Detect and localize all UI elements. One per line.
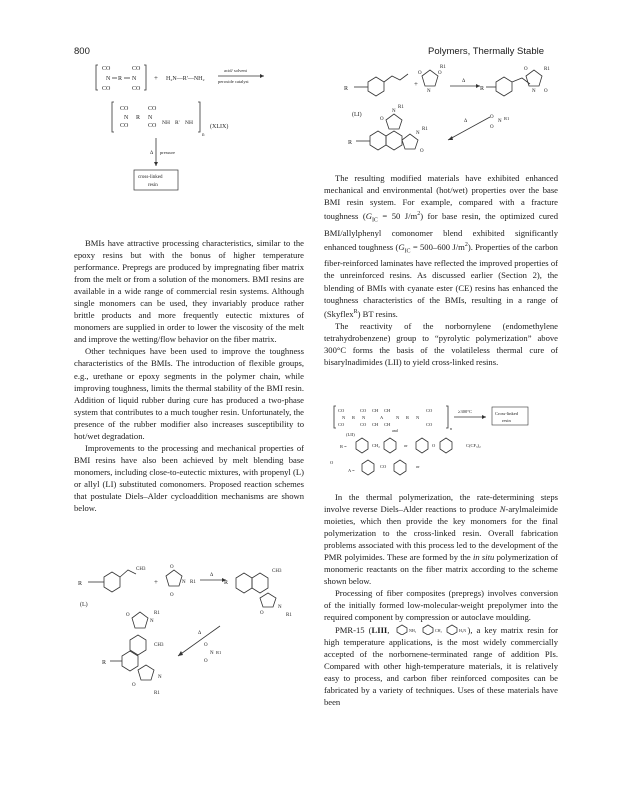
svg-text:CH: CH — [384, 422, 391, 427]
svg-text:R =: R = — [340, 444, 347, 449]
svg-text:CO: CO — [338, 408, 345, 413]
svg-text:O: O — [438, 71, 442, 76]
ene-adduct-product — [480, 67, 550, 96]
svg-text:O: O — [420, 149, 424, 154]
svg-text:A =: A = — [348, 468, 355, 473]
svg-text:CH3: CH3 — [272, 569, 282, 574]
svg-text:N: N — [182, 580, 186, 585]
svg-text:N: N — [148, 115, 153, 121]
paragraph-thermal-polymerization: In the thermal polymerization, the rate-determining steps involve reverse Diels–Alder reactions to produce N-arylmaleimide moieties, which then provide the key monomers for the final polymerization to the cross-linked resin. Overall fabrication problems associated with this process led to the development of the PMR polyimides. These are formed by the in situ polymerization of monomeric reactants on the fiber matrix according to the scheme shown below. — [324, 492, 559, 587]
svg-text:CH: CH — [372, 422, 379, 427]
paragraph-modified-materials: The resulting modified materials have exhibited enhanced mechanical and environmental (hot/wet) properties over the base BMI resin system. For example, compared with a fracture toughness ($G_{IC} = 50$ $J/m^2$) for base resin, the optimized cured BMI/allylphenyl comonomer blend exhibited significantly enhanced toughness ($G_{IC} = 500-600$ $J/m^2$). Properties of the carbon fiber-reinforced laminates have reflected the improved properties of the unreinforced resins. As discussed earlier (Section 2), the blending of BMIs with cyanate ester (CE) resins has enhanced the toughness characteristics of the BMIs, resulting in a range of (Skyflex$^R$) BT resins. — [324, 173, 558, 319]
reagent-label: acid/ solvent — [224, 68, 247, 73]
compound-label-lii: (LII) — [346, 432, 355, 437]
svg-text:CO: CO — [338, 422, 345, 427]
svg-text:N: N — [498, 119, 502, 124]
svg-text:N: N — [158, 675, 162, 680]
svg-text:CO: CO — [426, 422, 433, 427]
svg-text:pressure: pressure — [160, 150, 175, 155]
right-column-upper — [324, 172, 558, 368]
svg-text:O: O — [126, 613, 130, 618]
svg-text:R: R — [406, 415, 410, 420]
svg-text:CO: CO — [102, 86, 111, 92]
svg-text:O: O — [418, 71, 422, 76]
svg-text:CO: CO — [148, 123, 157, 129]
pmr15-inline-structure — [393, 624, 467, 635]
maleimide-reactant — [166, 565, 196, 598]
svg-text:O: O — [490, 115, 494, 120]
svg-text:R1: R1 — [216, 650, 222, 655]
bisnadimide-a-groups — [326, 456, 560, 478]
svg-text:R1: R1 — [504, 116, 510, 121]
svg-text:CH₂: CH₂ — [372, 443, 380, 448]
svg-text:n: n — [450, 426, 452, 431]
svg-text:H₂N: H₂N — [459, 627, 467, 633]
svg-text:O: O — [330, 460, 334, 465]
svg-text:O: O — [204, 643, 208, 648]
plus-sign: + — [154, 74, 158, 82]
svg-text:CH3: CH3 — [154, 643, 164, 648]
svg-text:O: O — [524, 67, 528, 72]
svg-text:R: R — [118, 76, 123, 82]
svg-text:R: R — [102, 660, 107, 666]
svg-text:NH: NH — [162, 120, 170, 126]
svg-text:O: O — [544, 89, 548, 94]
svg-text:Δ: Δ — [210, 573, 214, 578]
svg-text:N: N — [532, 89, 536, 94]
svg-text:Δ: Δ — [198, 631, 202, 636]
svg-text:or: or — [416, 464, 420, 469]
svg-text:and: and — [392, 428, 398, 433]
svg-text:R1: R1 — [422, 127, 428, 132]
compound-label-li: (LI) — [352, 112, 362, 118]
svg-text:R': R' — [175, 120, 180, 126]
svg-text:CO: CO — [120, 123, 129, 129]
svg-text:R: R — [348, 140, 353, 146]
svg-text:R: R — [352, 415, 356, 420]
svg-text:CO: CO — [360, 408, 367, 413]
svg-text:N: N — [416, 131, 420, 136]
svg-text:O: O — [432, 443, 436, 448]
svg-text:N: N — [362, 415, 366, 420]
ene-adduct-product — [224, 569, 292, 618]
svg-text:R1: R1 — [544, 67, 550, 72]
svg-text:R1: R1 — [398, 105, 404, 110]
svg-text:Δ: Δ — [462, 79, 466, 84]
diamine-formula: H₂N—R'—NH₂ — [166, 76, 205, 82]
svg-text:CH3: CH3 — [136, 567, 146, 572]
svg-text:O: O — [490, 125, 494, 130]
polyaminobismaleimide-structure — [112, 102, 205, 138]
svg-text:CH: CH — [384, 408, 391, 413]
svg-text:R: R — [480, 86, 485, 92]
catalyst-label: peroxide catalyst — [218, 79, 249, 84]
svg-text:CO: CO — [148, 106, 157, 112]
svg-text:N: N — [278, 605, 282, 610]
svg-text:Δ: Δ — [150, 151, 154, 156]
svg-text:C(CF₃)₂: C(CF₃)₂ — [466, 443, 481, 448]
paragraph-norbornylene: The reactivity of the norbornylene (endomethylene tetrahydrobenzene) group to “pyrolytic polymerization” above 300°C forms the basis of the volatileless thermal cure of bisarylnadimides (LII) to yield cross-linked resins. — [324, 320, 558, 367]
svg-text:N: N — [396, 415, 400, 420]
svg-text:CH: CH — [372, 408, 379, 413]
paragraph-toughness: Other techniques have been used to improve the toughness characteristics of the BMIs. The introduction of flexible groups, e.g., urethane or epoxy segments in the polymer chain, while improving toughness, limits the thermal stability of the BMI resin. Addition of liquid rubber during cure has produced a two-phase system that contributes to a much tougher resin. Unfortunately, the presence of the rubber modifier also increases susceptibility to hot/wet degradation. — [74, 346, 304, 441]
svg-text:cross-linked: cross-linked — [138, 175, 163, 180]
allylphenyl-reactant — [344, 74, 408, 96]
bmi-synthesis-scheme — [86, 60, 286, 220]
paragraph-improvements: Improvements to the processing and mechanical properties of BMI resins have also been achieved by melt blending base monomers, including close-to-eutectic mixtures, with propenyl (L) or allyl (LI) substituted comonomers. Proposed reaction schemes that postulate Diels–Alder cycloaddition mechanisms are shown below. — [74, 442, 304, 514]
svg-text:n: n — [202, 133, 205, 138]
svg-text:CO: CO — [360, 422, 367, 427]
svg-text:O: O — [170, 593, 174, 598]
left-column — [74, 237, 304, 514]
svg-text:N: N — [342, 415, 346, 420]
svg-text:Cross-linked: Cross-linked — [495, 411, 518, 416]
svg-text:N: N — [132, 76, 137, 82]
svg-text:CO: CO — [102, 66, 111, 72]
svg-text:O: O — [132, 683, 136, 688]
paragraph-bmi-processing: BMIs have attractive processing characteristics, similar to the epoxy resins but with the bonus of higher temperature performance. Prepregs are produced by impregnating fiber matrix from the melt or from a solution of the monomers. BMI resins are available in a wide range of commercial resin systems. Although single monomers can be used, they invariably produce rather brittle products and more frequently eutectic mixtures of monomers are supplied in order to lower the viscosity of the melt and improve the wetting/flow behavior on the fiber matrix. — [74, 238, 304, 345]
svg-text:CO: CO — [426, 408, 433, 413]
svg-text:N: N — [416, 415, 420, 420]
compound-label-l: (L) — [80, 602, 88, 608]
svg-text:R: R — [344, 86, 349, 92]
paragraph-processing-composites: Processing of fiber composites (prepregs) involves conversion of the initially formed low-molecular-weight prepolymer into the required component by compression or autoclave moulding. — [324, 588, 558, 623]
svg-text:CO: CO — [380, 464, 387, 469]
svg-text:O: O — [380, 117, 384, 122]
svg-text:O: O — [260, 611, 264, 616]
svg-text:NH: NH — [185, 120, 193, 126]
svg-text:R1: R1 — [440, 65, 446, 70]
svg-text:N: N — [124, 115, 129, 121]
svg-text:A: A — [380, 415, 384, 420]
svg-text:R1: R1 — [286, 613, 292, 618]
svg-text:N: N — [392, 109, 396, 114]
diels-alder-adduct — [102, 611, 164, 696]
bisnadimide-lii-scheme — [326, 404, 560, 458]
propenylphenyl-reactant — [78, 567, 146, 592]
propenyl-diels-alder-scheme — [74, 560, 306, 710]
svg-text:+: + — [154, 578, 158, 586]
svg-text:O: O — [170, 565, 174, 570]
svg-text:N: N — [427, 89, 431, 94]
svg-text:N: N — [150, 619, 154, 624]
svg-text:CO: CO — [120, 106, 129, 112]
svg-text:CO: CO — [132, 86, 141, 92]
svg-text:Δ: Δ — [464, 119, 468, 124]
svg-text:CO: CO — [132, 66, 141, 72]
svg-text:NH₂: NH₂ — [409, 627, 417, 633]
svg-text:R1: R1 — [154, 611, 160, 616]
svg-text:or: or — [404, 443, 408, 448]
svg-text:N: N — [210, 651, 214, 656]
svg-text:R1: R1 — [154, 691, 160, 696]
svg-text:N: N — [106, 76, 111, 82]
svg-text:R: R — [224, 580, 229, 586]
svg-text:CH₂: CH₂ — [435, 627, 443, 633]
svg-text:R: R — [78, 581, 83, 587]
svg-text:resin: resin — [502, 418, 511, 423]
svg-text:R1: R1 — [190, 580, 196, 585]
bismaleimide-structure — [96, 65, 146, 92]
svg-text:R: R — [136, 115, 141, 121]
maleimide-reactant — [418, 65, 446, 94]
running-title: Polymers, Thermally Stable — [428, 46, 544, 57]
right-column-lower — [324, 491, 558, 708]
maleimide-arrow — [448, 117, 490, 140]
svg-text:+: + — [414, 80, 418, 88]
page-number: 800 — [74, 46, 90, 57]
paragraph-pmr15: PMR-15 (LIII, NH₂ CH₂ H₂N ), a key matrix resin for high temperature applications, is the most widely commercially accepted of the norbornene-terminated range of addition PIs. Compared with other high-temperature materials, it is relatively easy to process, and carbon fiber reinforced composites can be fabricated by a variety of techniques. Uses of these materials have been — [324, 624, 559, 707]
svg-text:≥300°C: ≥300°C — [458, 409, 473, 414]
svg-text:resin: resin — [148, 183, 158, 188]
allyl-diels-alder-scheme — [340, 62, 560, 172]
compound-label-xlix: (XLIX) — [210, 124, 229, 130]
svg-text:O: O — [204, 659, 208, 664]
